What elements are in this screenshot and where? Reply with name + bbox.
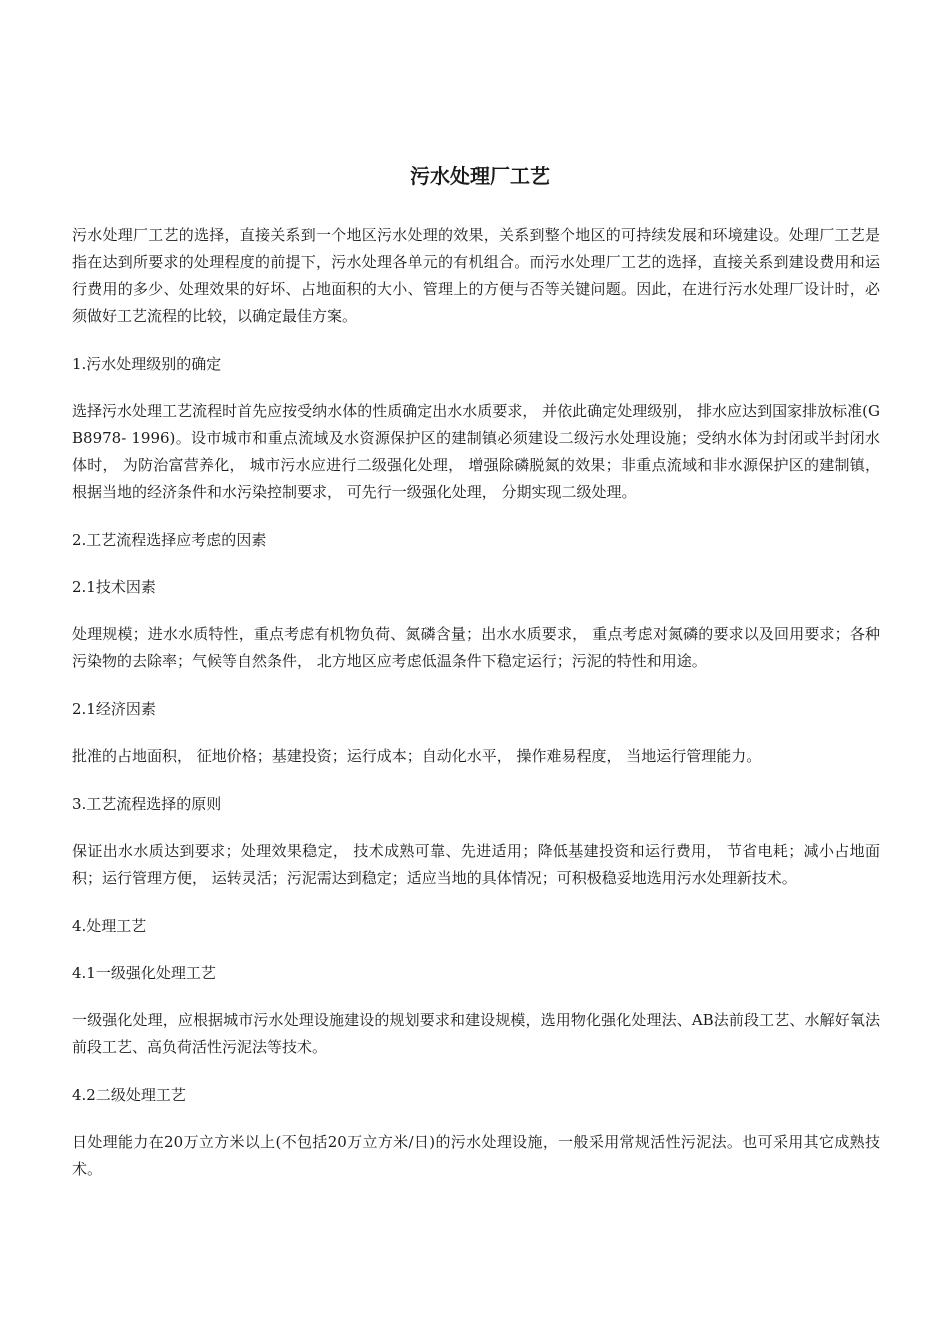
document-title: 污水处理厂工艺 [410, 164, 550, 188]
section-heading-4: 4.处理工艺 [72, 917, 147, 935]
section-heading-2: 2.工艺流程选择应考虑的因素 [72, 531, 267, 549]
subsection-heading-2-1-economic: 2.1经济因素 [72, 700, 156, 718]
section-heading-1: 1.污水处理级别的确定 [72, 355, 222, 373]
subsection-heading-4-2: 4.2二级处理工艺 [72, 1086, 186, 1104]
document-page [72, 158, 880, 1204]
primary-treatment-paragraph: 一级强化处理，应根据城市污水处理设施建设的规划要求和建设规模，选用物化强化处理法、AB法前段工艺、水解好氧法前段工艺、高负荷活性污泥法等技术。 [72, 1011, 880, 1056]
subsection-heading-4-1: 4.1一级强化处理工艺 [72, 964, 216, 982]
principles-paragraph: 保证出水水质达到要求；处理效果稳定， 技术成熟可靠、先进适用；降低基建投资和运行费用， 节省电耗；减小占地面积；运行管理方便， 运转灵活；污泥需达到稳定；适应当地的具体情况；可积极稳妥地选用污水处理新技术。 [72, 842, 880, 887]
secondary-treatment-paragraph: 日处理能力在20万立方米以上(不包括20万立方米/日)的污水处理设施，一般采用常规活性污泥法。也可采用其它成熟技术。 [72, 1133, 880, 1178]
intro-paragraph: 污水处理厂工艺的选择，直接关系到一个地区污水处理的效果，关系到整个地区的可持续发展和环境建设。处理厂工艺是指在达到所要求的处理程度的前提下，污水处理各单元的有机组合。而污水处理厂工艺的选择，直接关系到建设费用和运行费用的多少、处理效果的好坏、占地面积的大小、管理上的方便与否等关键问题。因此，在进行污水处理厂设计时，必须做好工艺流程的比较，以确定最佳方案。 [72, 226, 880, 325]
economic-factors-paragraph: 批准的占地面积， 征地价格；基建投资；运行成本；自动化水平， 操作难易程度， 当地运行管理能力。 [72, 747, 762, 765]
section-1-paragraph: 选择污水处理工艺流程时首先应按受纳水体的性质确定出水水质要求， 并依此确定处理级别， 排水应达到国家排放标准(GB8978- 1996)。设市城市和重点流域及水资源保护区的建制镇必须建设二级污水处理设施；受纳水体为封闭或半封闭水体时， 为防治富营养化， 城市污水应进行二级强化处理， 增强除磷脱氮的效果；非重点流域和非水源保护区的建制镇， 根据当地的经济条件和水污染控制要求， 可先行一级强化处理， 分期实现二级处理。 [72, 402, 880, 501]
technical-factors-paragraph: 处理规模；进水水质特性，重点考虑有机物负荷、氮磷含量；出水水质要求， 重点考虑对氮磷的要求以及回用要求；各种污染物的去除率；气候等自然条件， 北方地区应考虑低温条件下稳定运行；污泥的特性和用途。 [72, 625, 880, 670]
section-heading-3: 3.工艺流程选择的原则 [72, 795, 222, 813]
subsection-heading-2-1-technical: 2.1技术因素 [72, 578, 156, 596]
